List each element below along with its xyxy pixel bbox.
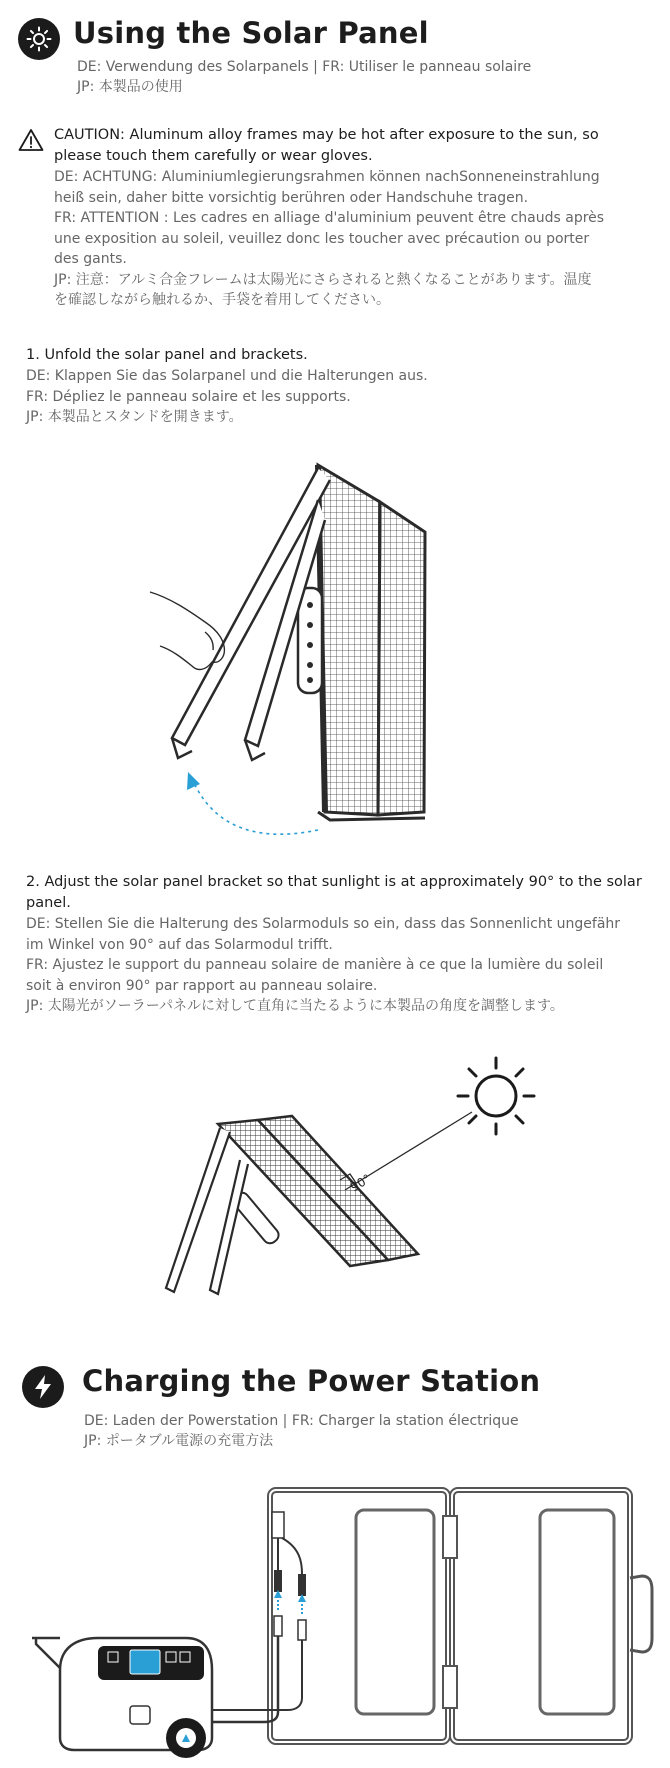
warning-icon	[18, 128, 44, 152]
step2-fr-line2: soit à environ 90° par rapport au panneau solaire.	[26, 977, 378, 994]
step2-en-line2: panel.	[26, 895, 71, 911]
step2-fr-line1: FR: Ajustez le support du panneau solaire de manière à ce que la lumière du soleil	[26, 957, 604, 973]
step2-de-line1: DE: Stellen Sie die Halterung des Solarmoduls so ein, dass das Sonnenlicht ungefähr	[26, 916, 621, 932]
section-title-charging-power-station: Charging the Power Station	[82, 1364, 541, 1398]
caution-fr-line1: FR: ATTENTION : Les cadres en alliage d'aluminium peuvent être chauds après	[54, 210, 605, 226]
lightning-icon	[33, 1374, 53, 1400]
section-title-using-solar-panel: Using the Solar Panel	[73, 16, 429, 50]
step2-jp: JP: 太陽光がソーラーパネルに対して直角に当たるように本製品の角度を調整します。	[26, 998, 564, 1014]
angle-label-90: 90°	[347, 1171, 374, 1195]
caution-fr-line3: des gants.	[54, 251, 127, 267]
caution-en-line1: CAUTION: Aluminum alloy frames may be hot after exposure to the sun, so	[54, 127, 599, 143]
caution-fr-line2: une exposition au soleil, veuillez donc les toucher avec précaution ou porter	[54, 230, 590, 247]
step1-de: DE: Klappen Sie das Solarpanel und die Halterungen aus.	[26, 368, 428, 384]
step2-instructions	[26, 872, 666, 1017]
caution-de-line2: heiß sein, daher bitte vorsichtig berühren oder Handschuhe tragen.	[54, 189, 529, 206]
sun-icon-badge	[18, 18, 60, 60]
caution-jp-line1: JP: 注意：アルミ合金フレームは太陽光にさらされると熱くなることがあります。温度	[54, 271, 592, 288]
caution-jp-line2: を確認しながら触れるか、手袋を着用してください。	[54, 292, 390, 308]
section2-subtitle-de-fr: DE: Laden der Powerstation | FR: Charger la station électrique	[84, 1413, 519, 1429]
section-subtitle-de-fr: DE: Verwendung des Solarpanels | FR: Utiliser le panneau solaire	[77, 59, 532, 75]
step1-en: 1. Unfold the solar panel and brackets.	[26, 347, 308, 363]
section2-subtitle-jp: JP: ポータブル電源の充電方法	[84, 1433, 274, 1449]
step2-illustration-sun-angle	[0, 1040, 670, 1310]
caution-de-line1: DE: ACHTUNG: Aluminiumlegierungsrahmen können nachSonneneinstrahlung	[54, 169, 600, 185]
step1-jp: JP: 本製品とスタンドを開きます。	[26, 409, 243, 425]
step1-illustration-unfold-panel	[0, 440, 670, 860]
step1-fr: FR: Dépliez le panneau solaire et les supports.	[26, 388, 351, 405]
section-subtitle-jp: JP: 本製品の使用	[77, 79, 183, 95]
step2-de-line2: im Winkel von 90° auf das Solarmodul trifft.	[26, 936, 333, 953]
charging-illustration	[0, 1470, 670, 1768]
step2-en-line1: 2. Adjust the solar panel bracket so that sunlight is at approximately 90° to the solar	[26, 874, 642, 890]
sun-icon	[26, 26, 52, 52]
caution-en-line2: please touch them carefully or wear gloves.	[54, 148, 373, 164]
caution-block	[54, 125, 654, 311]
step1-instructions	[26, 345, 646, 428]
lightning-icon-badge	[22, 1366, 64, 1408]
